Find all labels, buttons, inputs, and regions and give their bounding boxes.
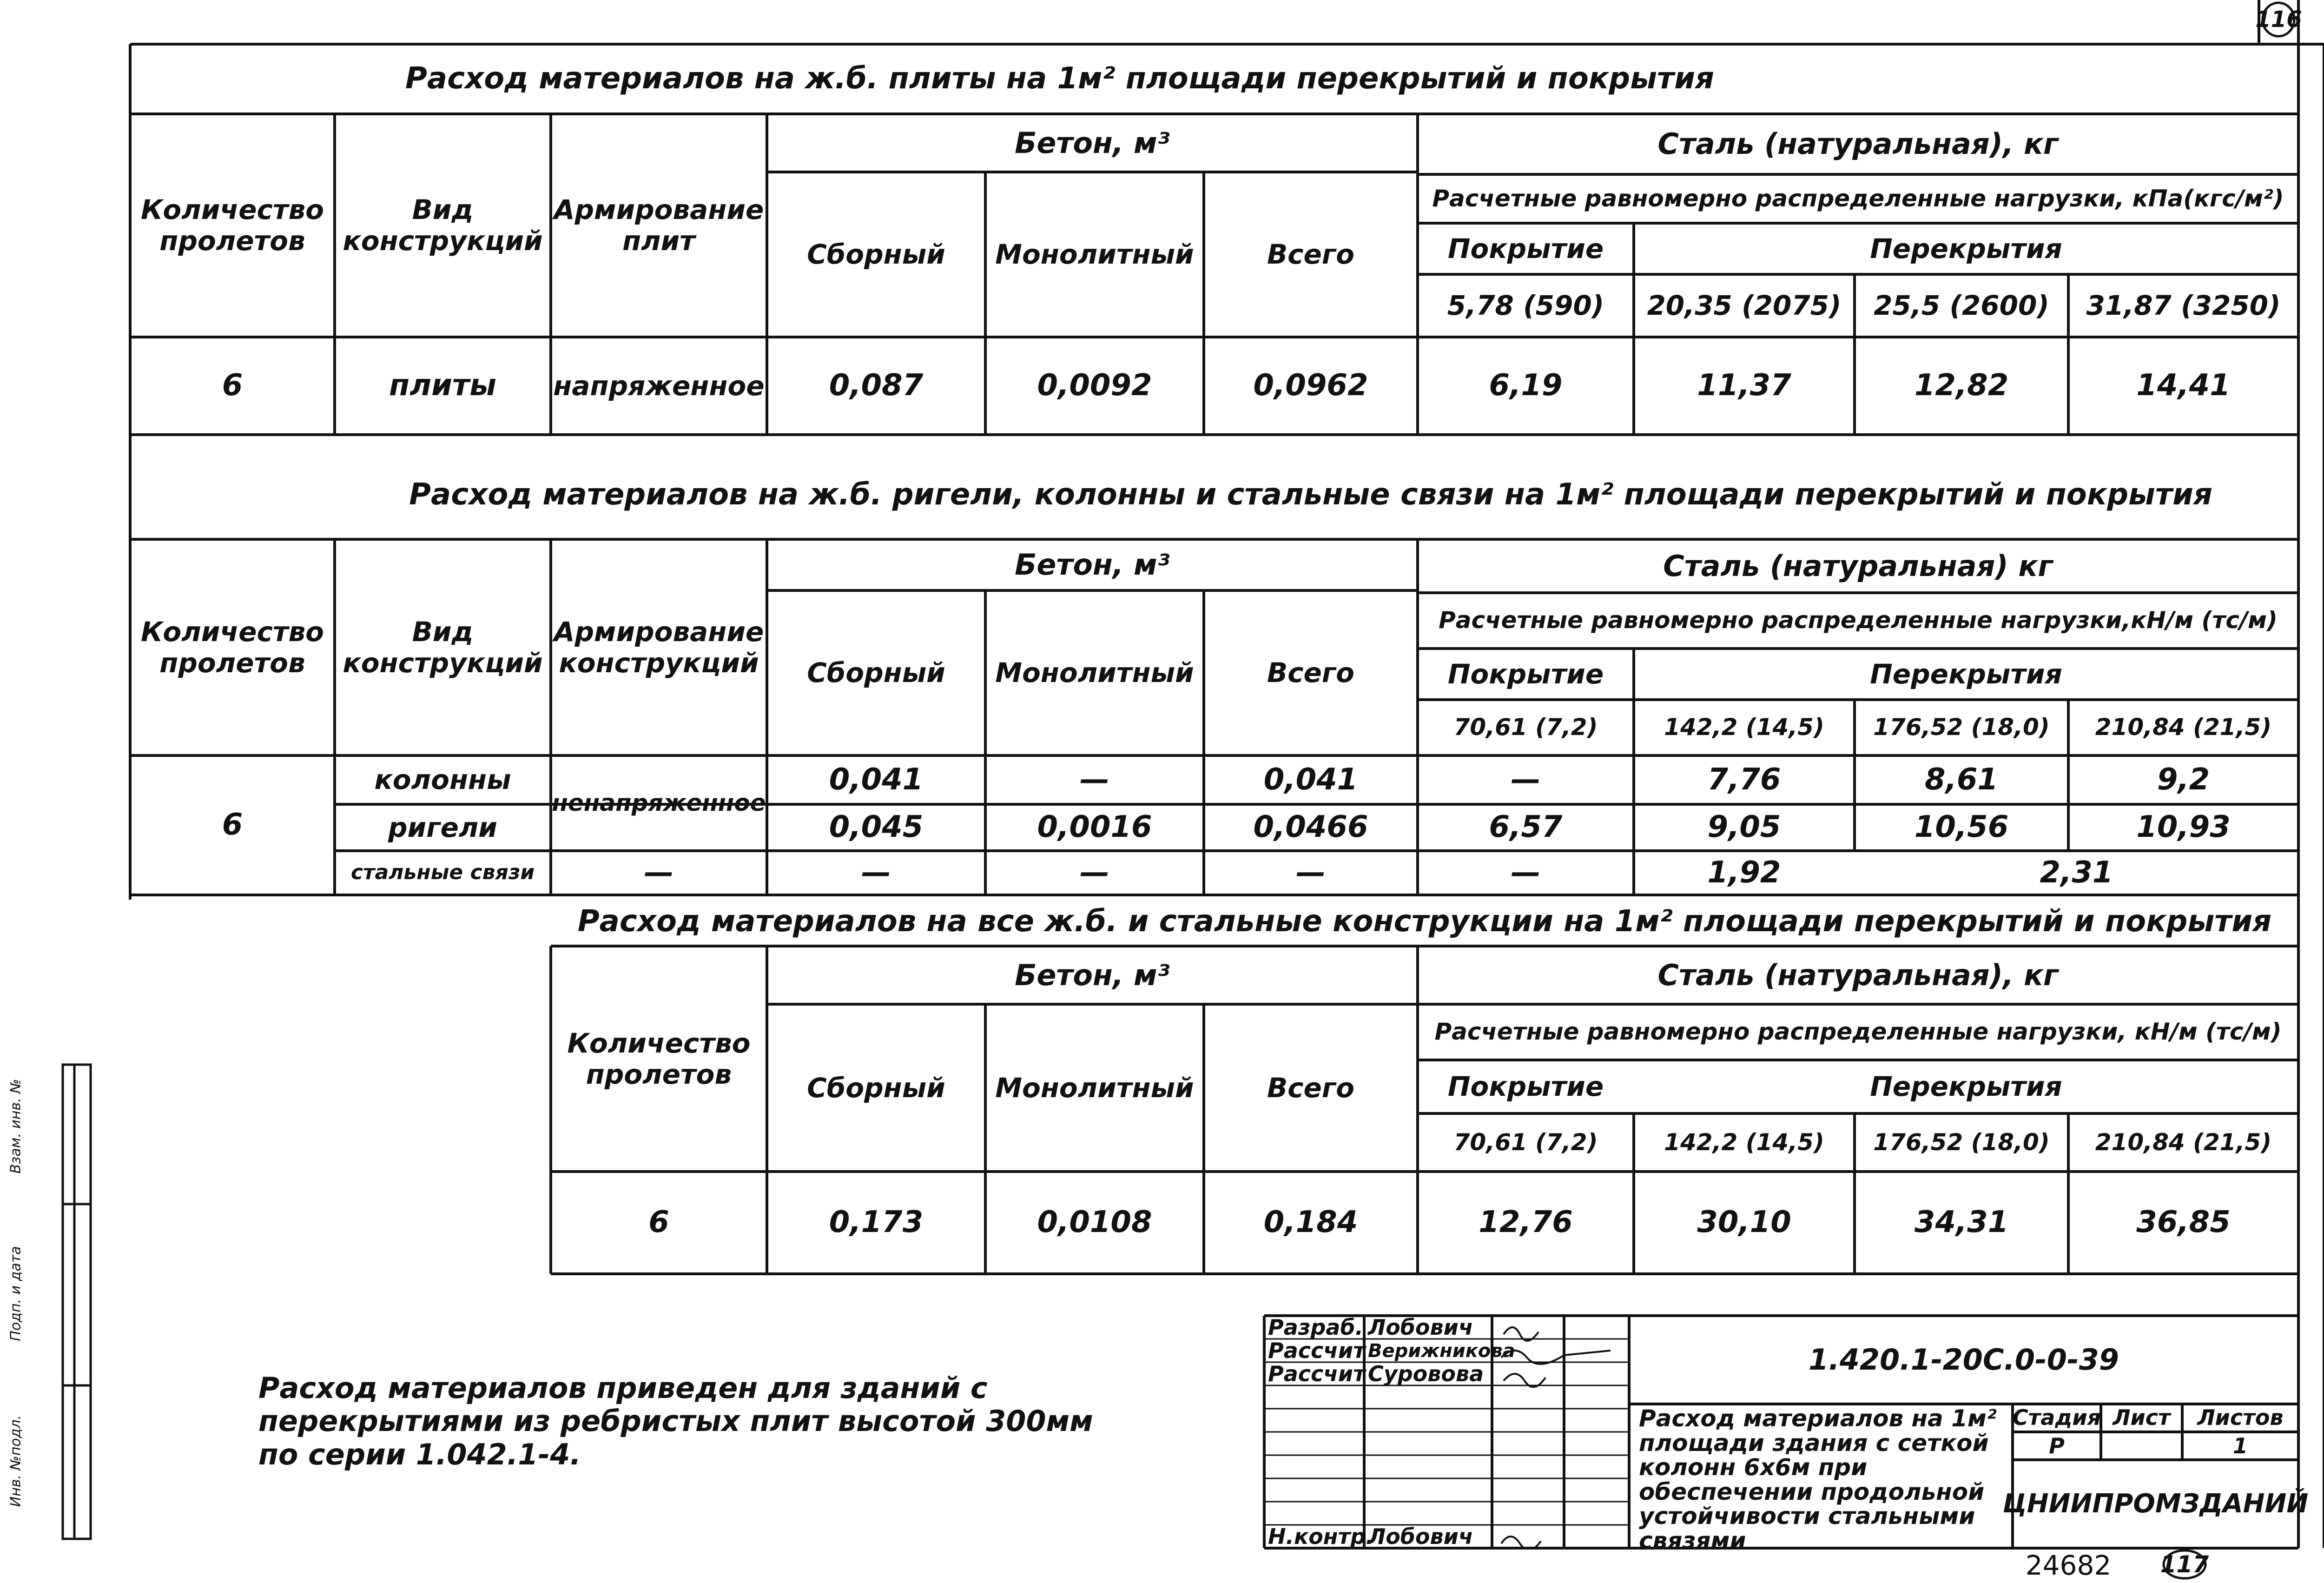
corner-sheet-number: 116 [2255,6,2302,33]
table2-row-girders-steel-4: 10,93 [2136,810,2231,845]
table2-row-girders-vsego: 0,0466 [1253,810,1368,845]
table2-row-bracing-type: стальные связи [350,861,535,885]
table2-row-columns-steel-2: 7,76 [1707,762,1781,797]
table1-row-sborny: 0,087 [829,368,924,403]
table2-col-sborny: Сборный [807,657,945,689]
stage-value: Р [2049,1433,2065,1459]
table1-row-armir: напряженное [553,370,765,402]
table3-load-3: 176,52 (18,0) [1873,1128,2050,1156]
table3-row-sborny: 0,173 [829,1205,924,1240]
table2-load-2: 142,2 (14,5) [1664,714,1824,741]
table3-pokrytie: Покрытие [1447,1071,1604,1103]
stamp-role-4: Н.контр. [1268,1524,1374,1550]
table1-row-vsego: 0,0962 [1253,368,1368,403]
sheets-value: 1 [2232,1433,2248,1459]
table1-col-monolit: Монолитный [995,238,1194,271]
table1-load-4: 31,87 (3250) [2086,290,2281,322]
table2-spans-value: 6 [222,808,243,842]
table2-row-columns-steel-3: 8,61 [1925,762,1998,797]
table3-row-vsego: 0,184 [1263,1205,1358,1240]
table3-row-steel-3: 34,31 [1914,1205,2009,1240]
sheets-label: Листов [2197,1405,2284,1431]
table3-col-spans: Количество пролетов [567,1027,751,1090]
stamp-role-2: Рассчит [1268,1338,1366,1364]
table3-load-2: 142,2 (14,5) [1664,1128,1824,1156]
table3-col-sborny: Сборный [807,1072,945,1104]
table2-load-4: 210,84 (21,5) [2095,714,2272,741]
table2-row-columns-monolit: — [1080,762,1109,797]
table2-row-girders-type: ригели [388,811,497,843]
table2-row-bracing-steel-1: — [1511,855,1541,890]
table1-load-1: 5,78 (590) [1447,290,1604,322]
table1-load-2: 20,35 (2075) [1647,290,1842,322]
table3-load-4: 210,84 (21,5) [2095,1128,2272,1156]
table2-armir-value: ненапряженное [552,789,766,816]
table2-row-girders-monolit: 0,0016 [1037,810,1152,845]
table3-perekrytiya: Перекрытия [1870,1071,2062,1103]
table1-col-type: Вид конструкций [343,194,543,257]
table2-pokrytie: Покрытие [1447,658,1604,690]
stamp-role-3: Рассчит [1268,1361,1366,1387]
table2-col-type: Вид конструкций [343,616,543,679]
table1-col-sborny: Сборный [807,238,945,271]
table3-row-monolit: 0,0108 [1037,1205,1152,1240]
table2-concrete-header: Бетон, м³ [1015,548,1170,582]
table3-concrete-header: Бетон, м³ [1015,958,1170,992]
table3-row-steel-1: 12,76 [1479,1205,1573,1240]
table1-load-3: 25,5 (2600) [1874,290,2049,322]
table1-col-vsego: Всего [1267,238,1355,271]
table1-row-type: плиты [389,368,496,403]
table3-row-steel-4: 36,85 [2136,1205,2231,1240]
table2-row-bracing-steel-2: 1,92 [1707,855,1781,890]
sheet-label: Лист [2113,1405,2171,1431]
table3-row-steel-2: 30,10 [1697,1205,1791,1240]
table2-row-columns-steel-1: — [1511,762,1541,797]
table2-col-spans: Количество пролетов [140,616,324,679]
table2-row-girders-steel-2: 9,05 [1707,810,1781,845]
table1-row-monolit: 0,0092 [1037,368,1152,403]
organization: ЦНИИПРОМЗДАНИЙ [2002,1488,2309,1519]
table2-row-bracing-steel-34: 2,31 [2040,855,2113,890]
table1-col-armir: Армирование плит [554,194,764,257]
table2-loads-header: Расчетные равномерно распределенные нагрузки,кН/м (тс/м) [1439,607,2278,634]
stamp-name-3: Суровова [1368,1361,1484,1387]
table1-row-spans: 6 [222,368,243,403]
stamp-role-1: Разраб. [1268,1315,1364,1340]
stage-label: Стадия [2012,1405,2101,1431]
side-stamp-sign-label: Подп. и дата [7,1246,24,1341]
bottom-page-number: 117 [2160,1550,2209,1578]
table3-loads-header: Расчетные равномерно распределенные нагрузки, кН/м (тс/м) [1434,1018,2282,1046]
table2-row-columns-sborny: 0,041 [829,762,924,797]
table2-title: Расход материалов на ж.б. ригели, колонны и стальные связи на 1м² площади перекрытий и покрытия [409,477,2212,512]
table1-title: Расход материалов на ж.б. плиты на 1м² площади перекрытий и покрытия [405,61,1715,96]
table1-concrete-header: Бетон, м³ [1015,126,1170,160]
table2-col-vsego: Всего [1267,657,1355,689]
table1-row-steel-2: 11,37 [1697,368,1791,403]
table2-row-columns-steel-4: 9,2 [2157,762,2210,797]
table2-row-bracing-monolit: — [1080,855,1109,890]
table1-perekrytiya: Перекрытия [1870,232,2062,265]
table2-steel-header: Сталь (натуральная) кг [1663,549,2053,583]
table1-row-steel-1: 6,19 [1489,368,1563,403]
signature-marks [1494,1318,1629,1388]
table1-row-steel-4: 14,41 [2136,368,2231,403]
table2-row-columns-type: колонны [374,764,511,796]
table2-perekrytiya: Перекрытия [1870,658,2062,690]
table1-pokrytie: Покрытие [1447,232,1604,265]
table3-col-monolit: Монолитный [995,1072,1194,1104]
stamp-name-1: Лобович [1368,1315,1473,1340]
table3-load-1: 70,61 (7,2) [1453,1128,1598,1156]
table2-row-girders-steel-1: 6,57 [1489,810,1563,845]
table1-row-steel-3: 12,82 [1914,368,2009,403]
table2-row-bracing-vsego: — [1296,855,1326,890]
table2-load-1: 70,61 (7,2) [1453,714,1598,741]
sheet-title: Расход материалов на 1м² площади здания с сеткой колонн 6х6м при обеспечении продольной устойчивости стальными связями [1639,1405,1997,1554]
table1-steel-header: Сталь (натуральная), кг [1657,127,2059,161]
table3-col-vsego: Всего [1267,1072,1355,1104]
table2-row-girders-steel-3: 10,56 [1914,810,2009,845]
table2-col-armir: Армирование конструкций [554,616,764,679]
table3-steel-header: Сталь (натуральная), кг [1657,958,2059,992]
table3-row-spans: 6 [648,1205,669,1240]
table2-load-3: 176,52 (18,0) [1873,714,2050,741]
side-stamp-inv-label: Взам. инв. № [7,1079,24,1174]
table2-row-columns-vsego: 0,041 [1263,762,1358,797]
document-code: 1.420.1-20С.0-0-39 [1809,1343,2119,1377]
archive-number: 24682 [2025,1550,2112,1582]
table2-row-bracing-armir: — [644,855,674,890]
table3-title: Расход материалов на все ж.б. и стальные конструкции на 1м² площади перекрытий и покрытия [577,904,2272,939]
footnote: Расход материалов приведен для зданий с перекрытиями из ребристых плит высотой 300мм по серии 1.042.1-4. [258,1371,1093,1471]
table2-col-monolit: Монолитный [995,657,1194,689]
table2-row-bracing-sborny: — [861,855,891,890]
stamp-name-4: Лобович [1368,1524,1473,1550]
stamp-name-2: Верижникова [1368,1340,1515,1362]
table1-loads-header: Расчетные равномерно распределенные нагрузки, кПа(кгс/м²) [1432,185,2284,212]
side-stamp-inv-original-label: Инв. №подл. [7,1415,24,1507]
table2-row-girders-sborny: 0,045 [829,810,924,845]
signature-mark-ncontrol [1494,1527,1559,1548]
table1-col-spans: Количество пролетов [140,194,324,257]
